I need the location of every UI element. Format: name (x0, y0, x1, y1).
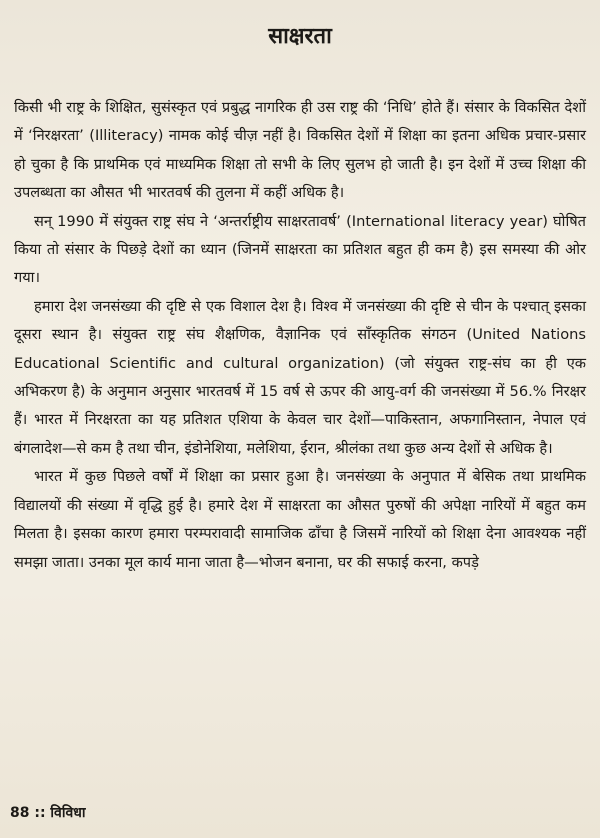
paragraph-2: सन् 1990 में संयुक्त राष्ट्र संघ ने ‘अन्तर्राष्ट्रीय साक्षरतावर्ष’ (International literacy year) घोषित किया तो संसार के पिछड़े देशों का ध्यान (जिनमें साक्षरता का प्रतिशत बहुत ही कम है) इस समस्या की ओर गया। (14, 212, 586, 287)
page-footer: 88 :: विविधा (10, 805, 86, 821)
paragraph-4: भारत में कुछ पिछले वर्षों में शिक्षा का प्रसार हुआ है। जनसंख्या के अनुपात में बेसिक तथा प्राथमिक विद्यालयों की संख्या में वृद्धि हुई है। हमारे देश में साक्षरता का औसत पुरुषों की अपेक्षा नारियों में बहुत कम मिलता है। इसका कारण हमारा परम्परावादी सामाजिक ढाँचा है जिसमें नारियों को शिक्षा देना आवश्यक नहीं समझा जाता। उनका मूल कार्य माना जाता है—भोजन बनाना, घर की सफाई करना, कपड़े (14, 468, 586, 571)
page-title: साक्षरता (268, 24, 332, 49)
paragraph-1: किसी भी राष्ट्र के शिक्षित, सुसंस्कृत एवं प्रबुद्ध नागरिक ही उस राष्ट्र की ‘निधि’ होते हैं। संसार के विकसित देशों में ‘निरक्षरता’ (Illiteracy) नामक कोई चीज़ नहीं है। विकसित देशों में शिक्षा का इतना अधिक प्रचार-प्रसार हो चुका है कि प्राथमिक एवं माध्यमिक शिक्षा तो सभी के लिए सुलभ हो जाती है। इन देशों में उच्च शिक्षा की उपलब्धता का औसत भी भारतवर्ष की तुलना में कहीं अधिक है। (14, 99, 586, 202)
paragraph-3: हमारा देश जनसंख्या की दृष्टि से एक विशाल देश है। विश्व में जनसंख्या की दृष्टि से चीन के पश्चात् इसका दूसरा स्थान है। संयुक्त राष्ट्र संघ शैक्षणिक, वैज्ञानिक एवं साँस्कृतिक संगठन (United Nations Educational Scientific and cultural organization) (जो संयुक्त राष्ट्र-संघ का ही एक अभिकरण है) के अनुमान अनुसार भारतवर्ष में 15 वर्ष से ऊपर की आयु-वर्ग की जनसंख्या में 56.% निरक्षर हैं। भारत में निरक्षरता का यह प्रतिशत एशिया के केवल चार देशों—पाकिस्तान, अफगानिस्तान, नेपाल एवं बंगलादेश—से कम है तथा चीन, इंडोनेशिया, मलेशिया, ईरान, श्रीलंका तथा कुछ अन्य देशों से अधिक है। (14, 297, 586, 457)
